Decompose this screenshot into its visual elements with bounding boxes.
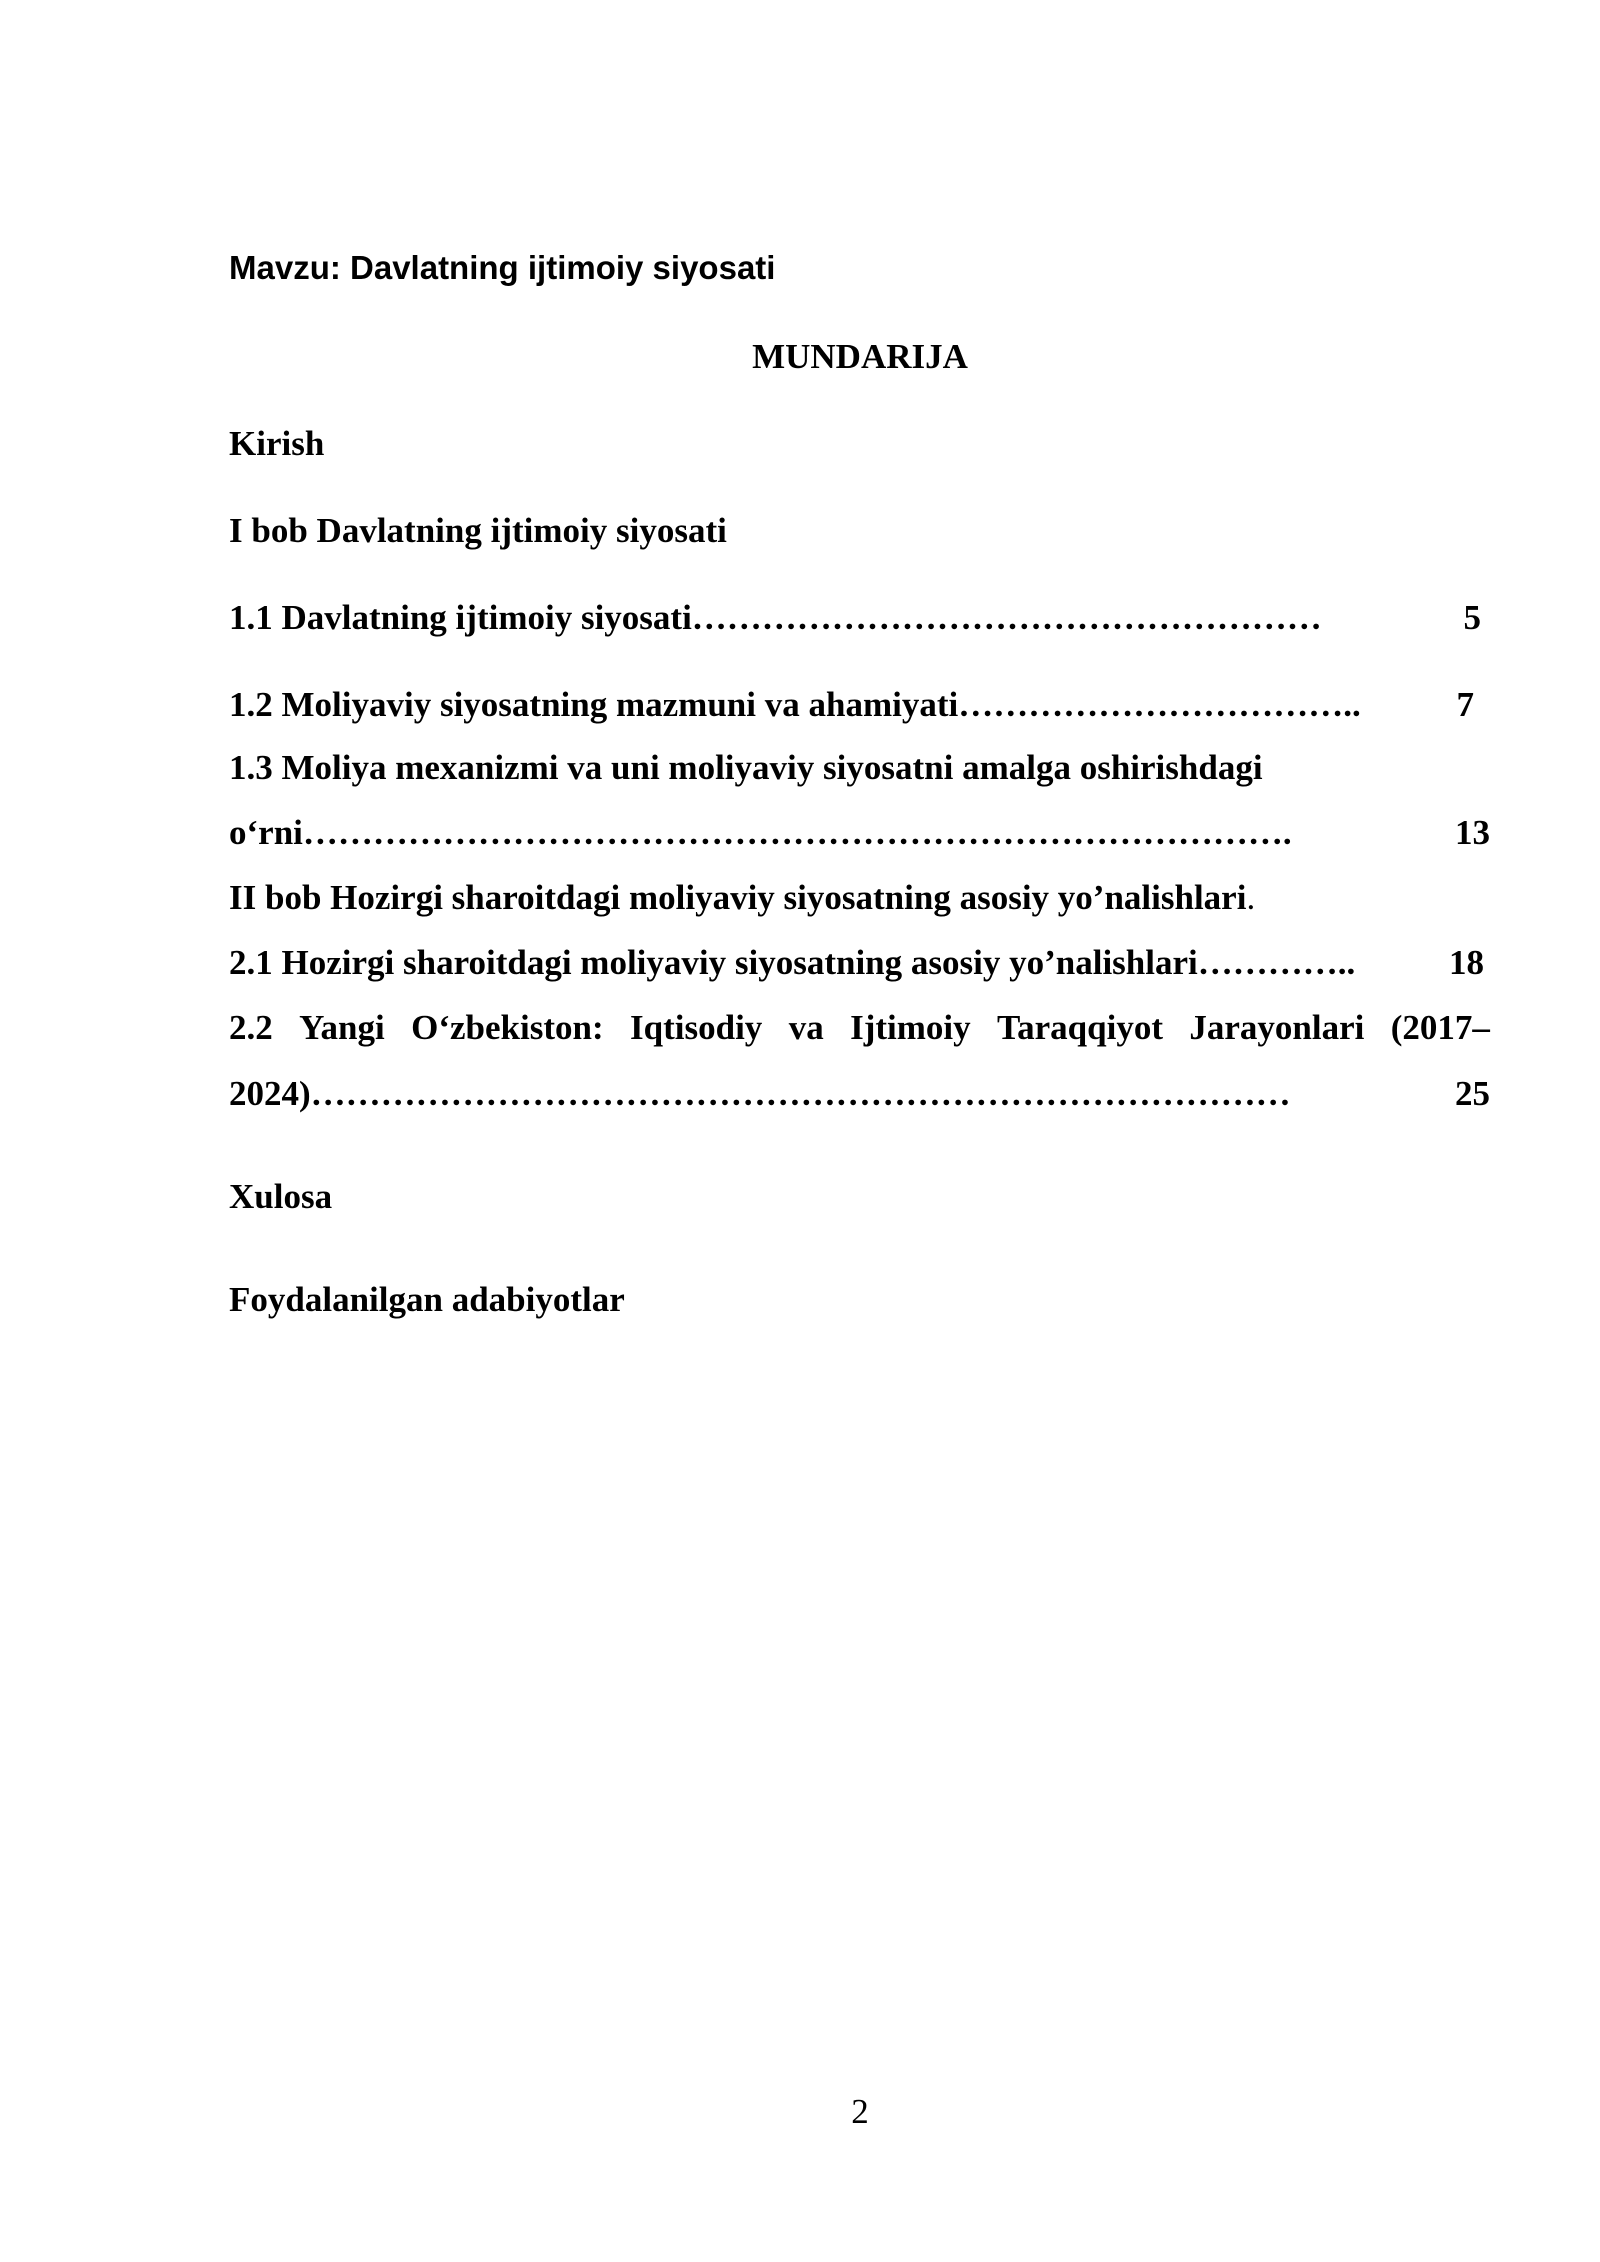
toc-entry-conclusion: Xulosa (229, 1177, 333, 1216)
toc-entry-title: 1.1 Davlatning ijtimoiy siyosati (229, 598, 692, 637)
toc-entry-title: o‘rni (229, 813, 303, 852)
toc-dot-leader: ………………………………………………………………………… (310, 1074, 1291, 1113)
page-number: 2 (851, 2092, 869, 2131)
toc-word: Taraqqiyot (997, 1008, 1163, 1047)
toc-entry-1-3-line1: 1.3 Moliya mexanizmi va uni moliyaviy siyosatni amalga oshirishdagi (229, 748, 1263, 787)
toc-word: O‘zbekiston: (411, 1008, 604, 1047)
toc-entry-2-1 (229, 941, 1484, 985)
toc-entry-title: 1.2 Moliyaviy siyosatning mazmuni va ahamiyati (229, 685, 959, 724)
toc-page-number: 7 (1456, 685, 1474, 724)
toc-entry-title: 2.1 Hozirgi sharoitdagi moliyaviy siyosatning asosiy yo’nalishlari (229, 943, 1198, 982)
toc-dot-leader: ……………………………………………… (691, 598, 1322, 637)
toc-entry-2-2-line2 (229, 1072, 1490, 1116)
toc-entry-chapter-2 (229, 876, 1490, 920)
toc-word: va (788, 1008, 824, 1047)
toc-entry-intro: Kirish (229, 424, 325, 463)
topic-line: Mavzu: Davlatning ijtimoiy siyosati (229, 249, 776, 286)
toc-word: Yangi (299, 1008, 385, 1047)
toc-entry-1-1 (229, 596, 1481, 640)
toc-page-number: 18 (1449, 943, 1484, 982)
toc-entry-1-3-line2 (229, 811, 1490, 855)
toc-word: 2.2 (229, 1008, 273, 1047)
toc-word: Ijtimoiy (850, 1008, 971, 1047)
toc-page-number: 25 (1455, 1074, 1490, 1113)
toc-dot-leader: …………………………….. (958, 685, 1361, 724)
toc-entry-2-2-line1 (229, 1006, 1490, 1050)
toc-dot-leader: ………….. (1197, 943, 1356, 982)
toc-dot-leader: …………………………………………………………………………. (302, 813, 1292, 852)
toc-entry-chapter-1: I bob Davlatning ijtimoiy siyosati (229, 511, 727, 550)
toc-entry-1-2 (229, 683, 1474, 727)
toc-word: Jarayonlari (1189, 1008, 1365, 1047)
toc-entry-title: II bob Hozirgi sharoitdagi moliyaviy siyosatning asosiy yo’nalishlari (229, 878, 1247, 917)
toc-page-number: 13 (1455, 813, 1490, 852)
toc-word: (2017– (1390, 1008, 1490, 1047)
toc-page-number: 5 (1463, 598, 1481, 637)
toc-entry-tail: . (1246, 878, 1256, 917)
toc-entry-references: Foydalanilgan adabiyotlar (229, 1280, 625, 1319)
toc-entry-title: 2024) (229, 1074, 311, 1113)
toc-word: Iqtisodiy (630, 1008, 763, 1047)
toc-heading: MUNDARIJA (752, 337, 968, 376)
